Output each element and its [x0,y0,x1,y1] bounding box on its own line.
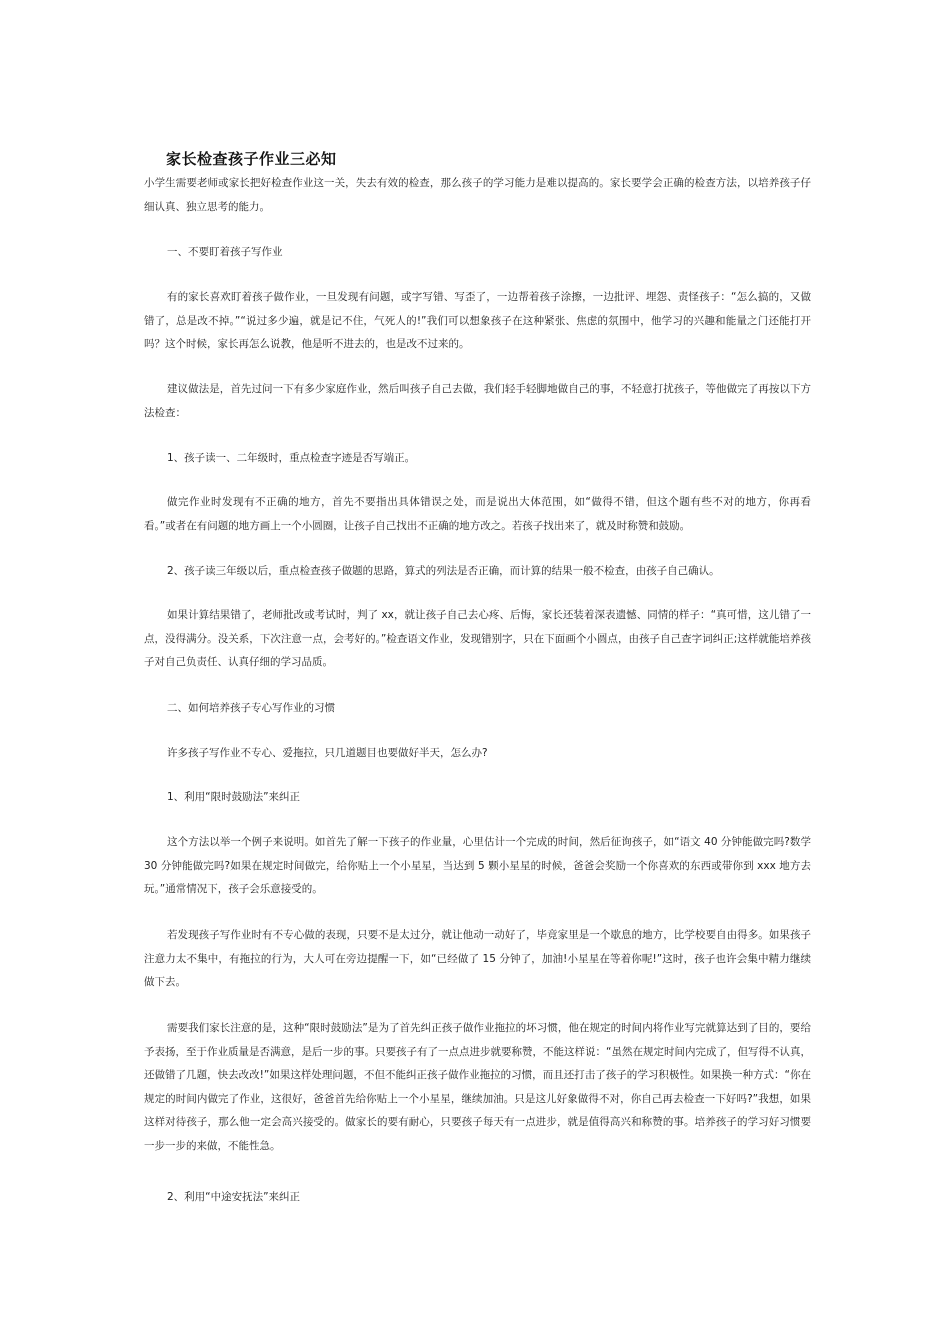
intro-paragraph: 小学生需要老师或家长把好检查作业这一关，失去有效的检查，那么孩子的学习能力是难以提高的。家长要学会正确的检查方法，以培养孩子仔细认真、独立思考的能力。 [144,177,811,213]
body-paragraph: 建议做法是，首先过问一下有多少家庭作业，然后叫孩子自己去做，我们轻手轻脚地做自己的事，不轻意打扰孩子，等他做完了再按以下方法检查： [144,383,811,419]
body-paragraph: 若发现孩子写作业时有不专心做的表现，只要不是太过分，就让他动一动好了，毕竟家里是一个歇息的地方，比学校要自由得多。如果孩子注意力太不集中，有拖拉的行为，大人可在旁边提醒一下，如“已经做了 15 分钟了，加油!小星星在等着你呢!”这时，孩子也许会集中精力继续做下去。 [144,929,811,988]
body-paragraph: 许多孩子写作业不专心、爱拖拉，只几道题目也要做好半天，怎么办? [167,747,488,759]
section-heading-1: 一、不要盯着孩子写作业 [167,246,283,258]
body-paragraph: 做完作业时发现有不正确的地方，首先不要指出具体错误之处，而是说出大体范围，如“做得不错，但这个题有些不对的地方，你再看看。”或者在有问题的地方画上一个小圆圈，让孩子自己找出不正确的地方改之。若孩子找出来了，就及时称赞和鼓励。 [144,496,811,532]
body-paragraph: 如果计算结果错了，老师批改或考试时，判了 xx，就让孩子自己去心疼、后悔，家长还装着深表遗憾、同情的样子：“真可惜，这儿错了一点，没得满分。没关系，下次注意一点，会考好的。”检查语文作业，发现错别字，只在下面画个小圆点，由孩子自己查字词纠正;这样就能培养孩子对自己负责任、认真仔细的学习品质。 [144,609,811,668]
body-paragraph: 有的家长喜欢盯着孩子做作业，一旦发现有问题，或字写错、写歪了，一边帮着孩子涂擦，一边批评、埋怨、责怪孩子：“怎么搞的，又做错了，总是改不掉。”“说过多少遍，就是记不住，气死人的!”我们可以想象孩子在这种紧张、焦虑的氛围中，他学习的兴趣和能量之门还能打开吗？这个时候，家长再怎么说教，他是听不进去的，也是改不过来的。 [144,291,811,350]
list-item-heading: 2、利用“中途安抚法”来纠正 [167,1191,301,1203]
list-item-heading: 1、利用“限时鼓励法”来纠正 [167,791,301,803]
list-item-heading: 1、孩子读一、二年级时，重点检查字迹是否写端正。 [167,452,416,464]
document-title: 家长检查孩子作业三必知 [166,150,337,168]
list-item-heading: 2、孩子读三年级以后，重点检查孩子做题的思路，算式的列法是否正确，而计算的结果一般不检查，由孩子自己确认。 [167,565,720,577]
section-heading-2: 二、如何培养孩子专心写作业的习惯 [167,702,335,714]
body-paragraph: 需要我们家长注意的是，这种“限时鼓励法”是为了首先纠正孩子做作业拖拉的坏习惯，他在规定的时间内将作业写完就算达到了目的，要给予表扬，至于作业质量是否满意，是后一步的事。只要孩子有了一点点进步就要称赞，不能这样说：“虽然在规定时间内完成了，但写得不认真，还做错了几题，快去改改!”如果这样处理问题，不但不能纠正孩子做作业拖拉的习惯，而且还打击了孩子的学习积极性。如果换一种方式：“你在规定的时间内做完了作业，这很好，爸爸首先给你贴上一个小星星，继续加油。只是这儿好象做得不对，你自己再去检查一下好吗?”我想，如果这样对待孩子，那么他一定会高兴接受的。做家长的要有耐心，只要孩子每天有一点进步，就是值得高兴和称赞的事。培养孩子的学习好习惯要一步一步的来做，不能性急。 [144,1022,811,1152]
body-paragraph: 这个方法以举一个例子来说明。如首先了解一下孩子的作业量，心里估计一个完成的时间，然后征询孩子，如“语文 40 分钟能做完吗?数学 30 分钟能做完吗?如果在规定时间做完，给你贴上一个小星星，当达到 5 颗小星星的时候，爸爸会奖励一个你喜欢的东西或带你到 xxx 地方去玩。”通常情况下，孩子会乐意接受的。 [144,836,811,895]
